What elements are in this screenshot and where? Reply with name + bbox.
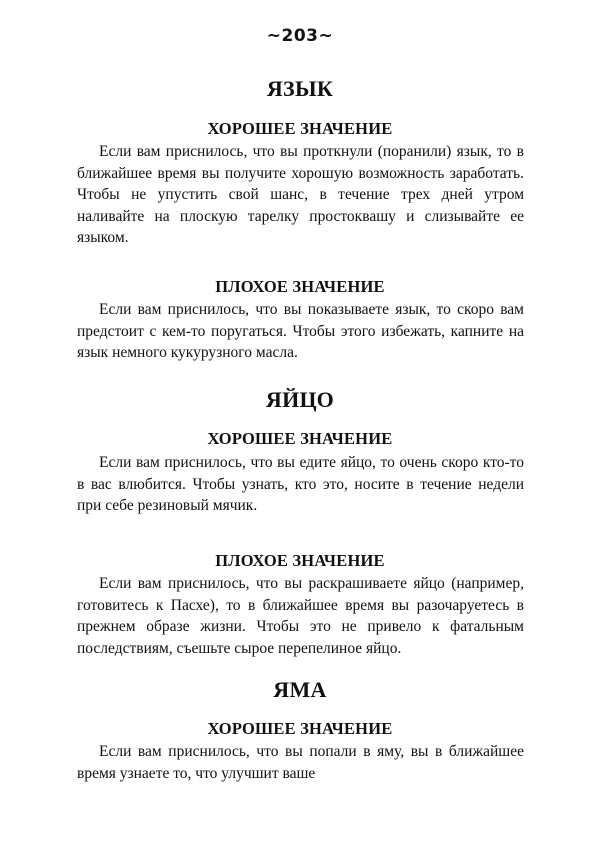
page-number: ~203~	[266, 26, 334, 46]
entry-title-yaytso: ЯЙЦО	[265, 387, 335, 412]
section-paragraph: Если вам приснилось, что вы раскрашиваете яйцо (например, готовитесь к Пасхе), то в ближайшее время вы разочаруетесь в прежнем образе жизни. Чтобы это не привело к фатальным последствиям, съешьте сырое перепелиное яйцо.	[77, 575, 524, 657]
entry-title-yama: ЯМА	[273, 677, 327, 702]
section-heading-bad: ПЛОХОЕ ЗНАЧЕНИЕ	[215, 551, 385, 570]
section-heading-good: ХОРОШЕЕ ЗНАЧЕНИЕ	[207, 429, 393, 448]
section-paragraph: Если вам приснилось, что вы показываете язык, то скоро вам предстоит с кем-то поругаться. Чтобы этого избежать, капните на язык немного кукурузного масла.	[77, 301, 524, 361]
section-paragraph: Если вам приснилось, что вы едите яйцо, то очень скоро кто-то в вас влюбится. Чтобы узнать, кто это, носите в течение недели при себе резиновый мячик.	[77, 454, 524, 514]
section-paragraph: Если вам приснилось, что вы попали в яму, вы в ближайшее время узнаете то, что улучшит ваше	[77, 743, 524, 782]
section-heading-bad: ПЛОХОЕ ЗНАЧЕНИЕ	[215, 277, 385, 296]
section-heading-good: ХОРОШЕЕ ЗНАЧЕНИЕ	[207, 119, 393, 138]
section-paragraph: Если вам приснилось, что вы проткнули (поранили) язык, то в ближайшее время вы получите хорошую возможность заработать. Чтобы не упустить свой шанс, в течение трех дней утром наливайте на плоскую тарелку простоквашу и слизывайте ее языком.	[77, 143, 524, 246]
section-heading-good: ХОРОШЕЕ ЗНАЧЕНИЕ	[207, 719, 393, 738]
entry-title-yazyk: ЯЗЫК	[266, 76, 334, 101]
